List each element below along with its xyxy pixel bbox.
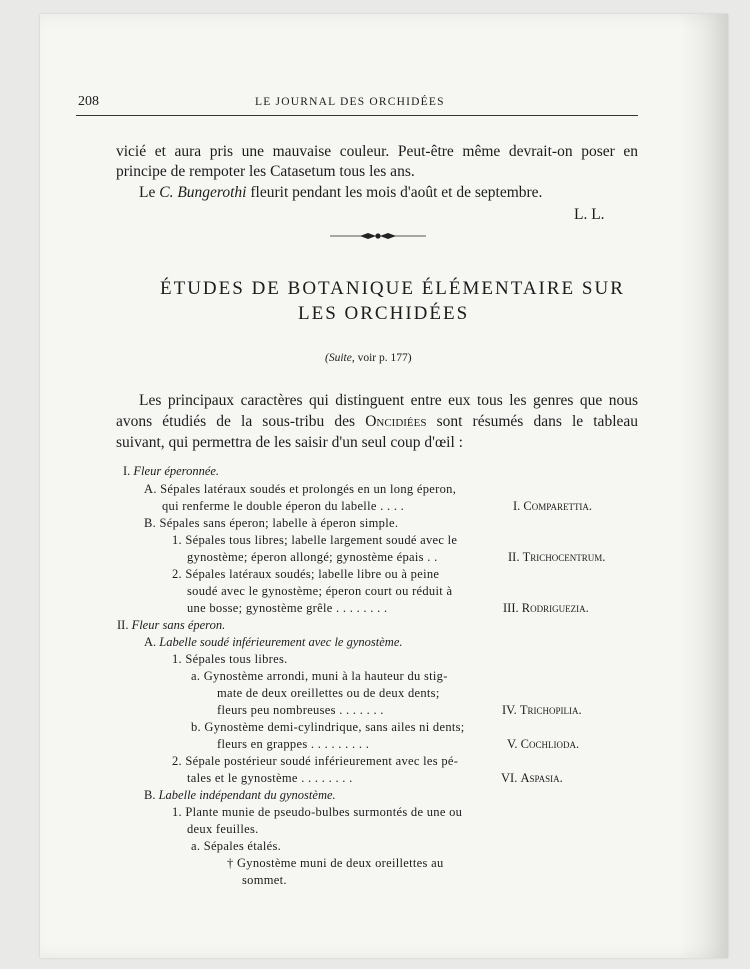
genus-result: V. Cochlioda. [507, 737, 580, 751]
key-line: I. Fleur éperonnée. [123, 464, 220, 478]
key-line: gynostème; éperon allongé; gynostème épais . . [187, 550, 438, 564]
signature: L. L. [574, 206, 605, 223]
article-para-line-2: avons étudiés de la sous-tribu des Oncidiées sont résumés dans le tableau [116, 413, 639, 430]
genus-result: IV. Trichopilia. [502, 703, 582, 717]
key-line: qui renferme le double éperon du labelle . . . . [162, 499, 405, 513]
article-para-line-3: suivant, qui permettra de les saisir d'un seul coup d'œil : [116, 434, 463, 451]
key-line: † Gynostème muni de deux oreillettes au [227, 856, 444, 870]
article-title-line-2: LES ORCHIDÉES [298, 303, 470, 324]
running-title: LE JOURNAL DES ORCHIDÉES [255, 96, 445, 108]
key-line: 1. Sépales tous libres. [172, 652, 288, 666]
key-line: B. Sépales sans éperon; labelle à éperon simple. [144, 516, 399, 530]
genus-result: VI. Aspasia. [501, 771, 563, 785]
article-para-line-1: Les principaux caractères qui distinguent entre eux tous les genres que nous [139, 392, 638, 409]
suite-note: (Suite, voir p. 177) [325, 352, 412, 364]
key-line: A. Labelle soudé inférieurement avec le gynostème. [144, 635, 403, 649]
genus-result: I. Comparettia. [513, 499, 593, 513]
key-line: tales et le gynostème . . . . . . . . [187, 771, 353, 785]
header-rule [76, 115, 638, 116]
key-line: b. Gynostème demi-cylindrique, sans ailes ni dents; [191, 720, 465, 734]
key-line: mate de deux oreillettes ou de deux dents; [217, 686, 440, 700]
intro-line-2: principe de rempoter les Catasetum tous les ans. [116, 163, 415, 180]
key-line: B. Labelle indépendant du gynostème. [144, 788, 336, 802]
genus-result: III. Rodriguezia. [503, 601, 589, 615]
key-line: a. Sépales étalés. [191, 839, 282, 853]
page-number: 208 [78, 94, 99, 109]
key-line: 1. Plante munie de pseudo-bulbes surmontés de une ou [172, 805, 463, 819]
intro-line-3: Le C. Bungerothi fleurit pendant les mois d'août et de septembre. [139, 184, 543, 201]
key-line: fleurs en grappes . . . . . . . . . [217, 737, 370, 751]
intro-line-1: vicié et aura pris une mauvaise couleur. Peut-être même devrait-on poser en [116, 143, 638, 160]
species-name: C. Bungerothi [159, 184, 247, 201]
ornament-divider [330, 231, 426, 241]
key-line: 2. Sépales latéraux soudés; labelle libre ou à peine [172, 567, 440, 581]
article-title-line-1: ÉTUDES DE BOTANIQUE ÉLÉMENTAIRE SUR [160, 278, 625, 299]
key-line: a. Gynostème arrondi, muni à la hauteur du stig- [191, 669, 448, 683]
genus-result: II. Trichocentrum. [508, 550, 606, 564]
key-line: fleurs peu nombreuses . . . . . . . [217, 703, 384, 717]
key-line: 2. Sépale postérieur soudé inférieurement avec les pé- [172, 754, 459, 768]
key-line: II. Fleur sans éperon. [117, 618, 226, 632]
tribe-name: Oncidiées [365, 413, 427, 430]
key-line: une bosse; gynostème grêle . . . . . . . . [187, 601, 388, 615]
key-line: soudé avec le gynostème; éperon court ou réduit à [187, 584, 453, 598]
key-line: deux feuilles. [187, 822, 259, 836]
key-line: 1. Sépales tous libres; labelle largement soudé avec le [172, 533, 458, 547]
key-line: A. Sépales latéraux soudés et prolongés en un long éperon, [144, 482, 457, 496]
key-line: sommet. [242, 873, 287, 887]
